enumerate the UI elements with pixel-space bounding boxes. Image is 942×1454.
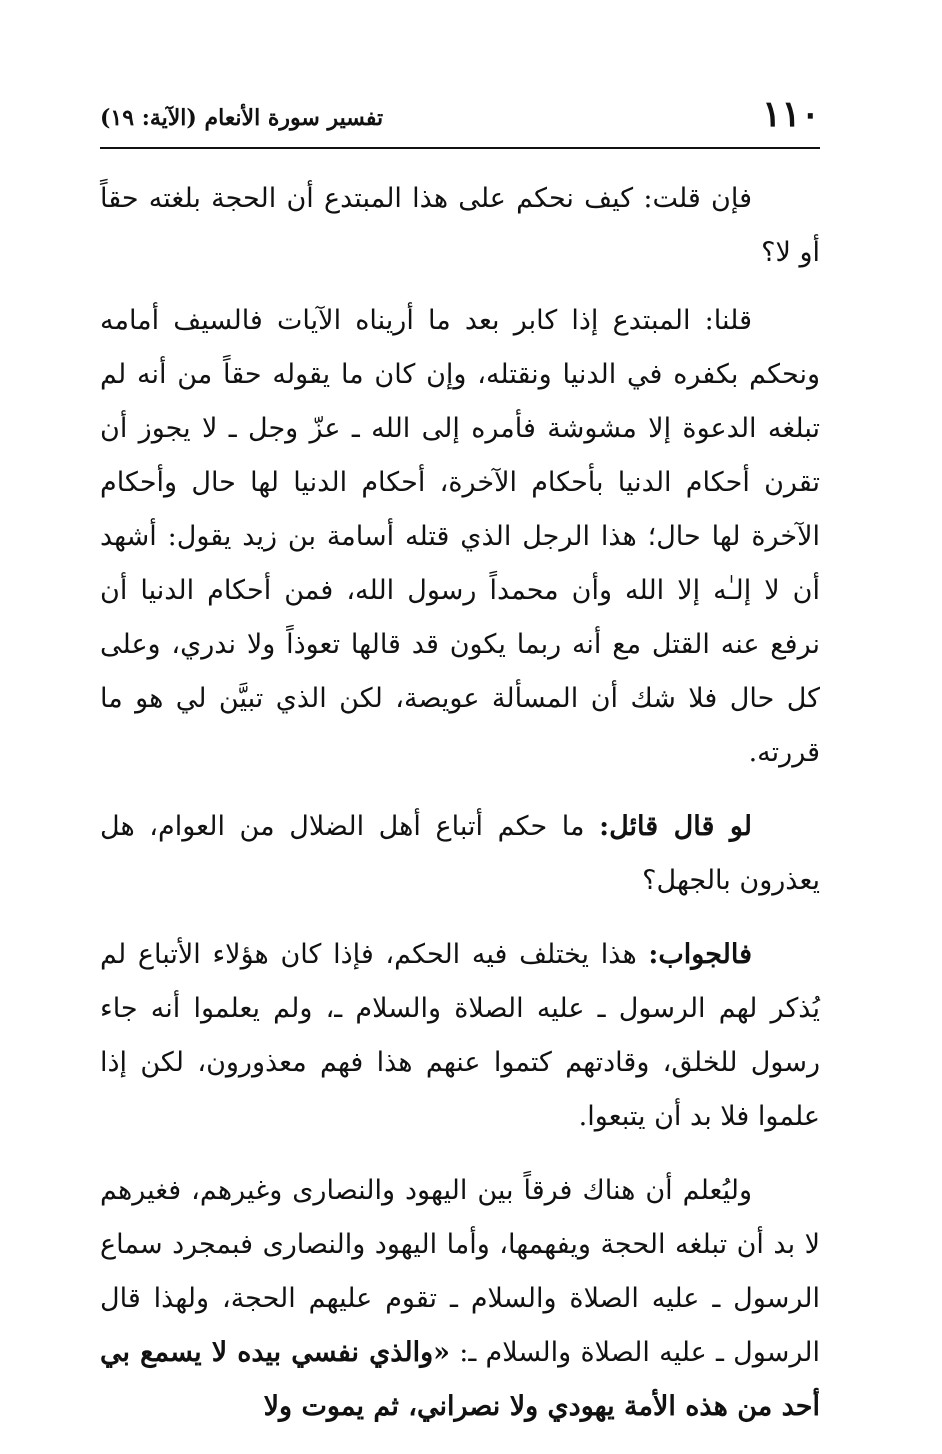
page-body (100, 172, 820, 1454)
paragraph-text: فإن قلت: كيف نحكم على هذا المبتدع أن الحجة بلغته حقاً أو لا؟ (100, 183, 820, 268)
header-rule (100, 147, 820, 149)
paragraph-reply (100, 928, 820, 1144)
paragraph-answer (100, 294, 820, 780)
paragraph-text: هذا يختلف فيه الحكم، فإذا كان هؤلاء الأتباع لم يُذكر لهم الرسول ـ عليه الصلاة والسلام ـ، ولم يعلموا أنه جاء رسول للخلق، وقادتهم كتموا عنهم هذا فهم معذورون، لكن إذا علموا فلا بد أن يتبعوا. (100, 939, 820, 1132)
paragraph-question (100, 172, 820, 280)
paragraph-text: وليُعلم أن هناك فرقاً بين اليهود والنصارى وغيرهم، فغيرهم لا بد أن تبلغه الحجة ويفهمها، وأما اليهود والنصارى فبمجرد سماع الرسول ـ عليه الصلاة والسلام ـ تقوم عليهم الحجة، ولهذا قال الرسول ـ عليه الصلاة والسلام ـ: (100, 1175, 820, 1368)
paragraph-distinction (100, 1164, 820, 1434)
paragraph-lead: لو قال قائل: (599, 811, 752, 842)
running-title: تفسير سورة الأنعام (الآية: ١٩) (100, 105, 384, 131)
paragraph-text: ما حكم أتباع أهل الضلال من العوام، هل يعذرون بالجهل؟ (100, 811, 820, 896)
paragraph-text: قلنا: المبتدع إذا كابر بعد ما أريناه الآيات فالسيف أمامه ونحكم بكفره في الدنيا ونقتله، وإن كان ما يقوله حقاً من أنه لم تبلغه الدعوة إلا مشوشة فأمره إلى الله ـ عزّ وجل ـ لا يجوز أن تقرن أحكام الدنيا بأحكام الآخرة، أحكام الدنيا لها حال وأحكام الآخرة لها حال؛ هذا الرجل الذي قتله أسامة بن زيد يقول: أشهد أن لا إلـٰه إلا الله وأن محمداً رسول الله، فمن أحكام الدنيا أن نرفع عنه القتل مع أنه ربما يكون قد قالها تعوذاً ولا ندري، وعلى كل حال فلا شك أن المسألة عويصة، لكن الذي تبيَّن لي هو ما قررته. (100, 305, 820, 768)
paragraph-objection (100, 800, 820, 908)
page-header (100, 92, 820, 140)
hadith-quote: «والذي نفسي بيده لا يسمع بي أحد من هذه الأمة يهودي ولا نصراني، ثم يموت ولا (100, 1337, 820, 1422)
paragraph-lead: فالجواب: (648, 939, 752, 970)
page-number: ١١٠ (761, 93, 820, 135)
